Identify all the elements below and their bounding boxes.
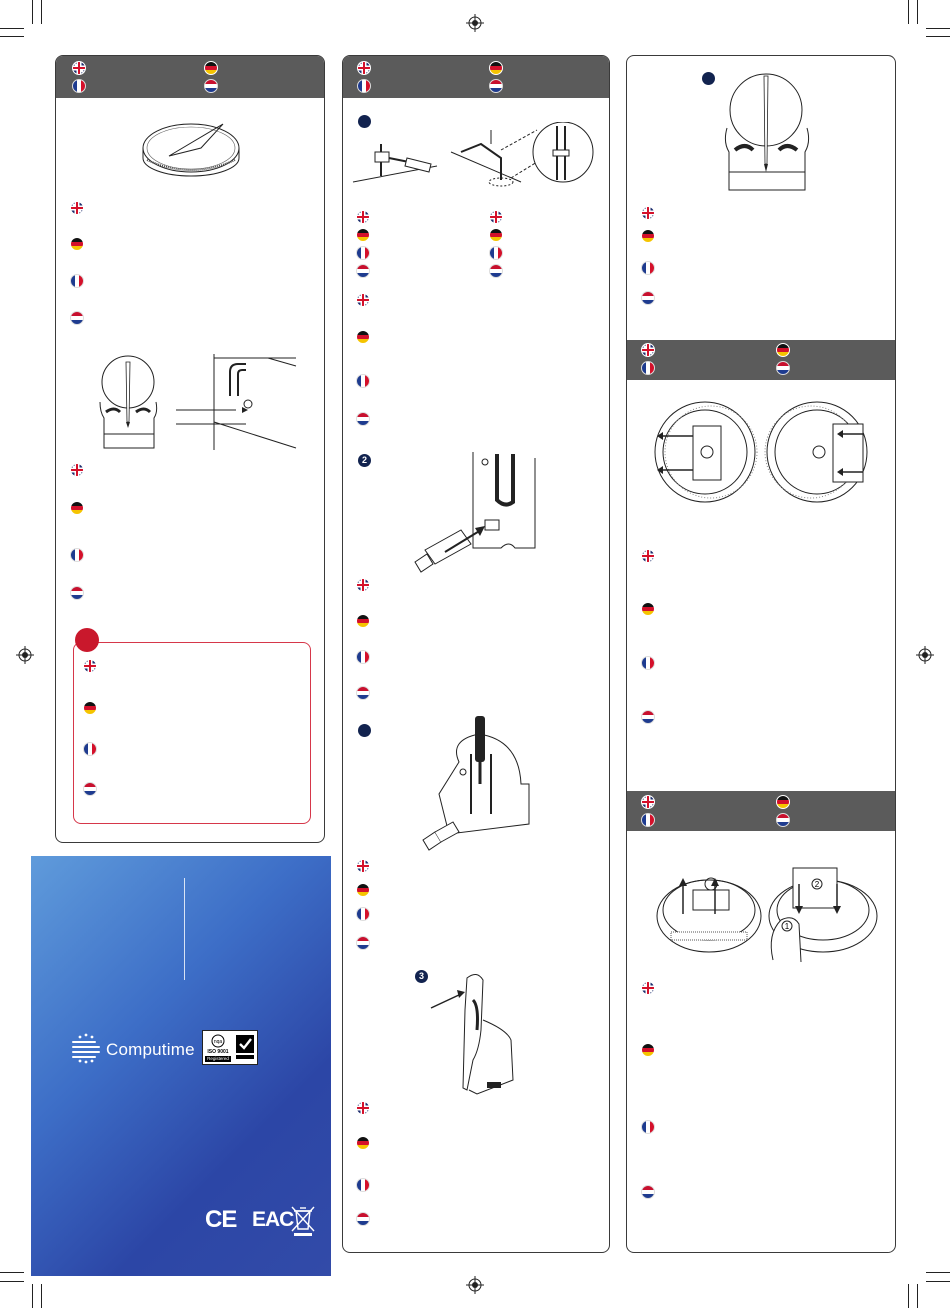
ce-mark: CE: [205, 1206, 237, 1233]
flag-en-icon: [70, 201, 84, 215]
flag-nl-icon: [204, 79, 218, 93]
flag-de-icon: [641, 229, 655, 243]
flag-fr-icon: [641, 656, 655, 670]
flag-en-icon: [70, 463, 84, 477]
bracket-clip-illustration: [427, 970, 537, 1100]
step-number: 3: [418, 971, 424, 981]
crop-mark: [0, 1272, 24, 1273]
crop-mark: [908, 1284, 909, 1308]
flag-en-icon: [489, 210, 503, 224]
registration-mark-icon: [466, 14, 484, 32]
flag-de-icon: [70, 501, 84, 515]
flag-nl-icon: [83, 782, 97, 796]
crop-mark: [32, 0, 33, 24]
flag-en-icon: [72, 61, 86, 75]
crop-mark: [917, 0, 918, 24]
eac-mark: EAC: [252, 1208, 294, 1231]
battery-insertion-illustration: [653, 864, 879, 964]
flag-de-icon: [70, 237, 84, 251]
flag-en-icon: [356, 578, 370, 592]
flag-de-icon: [489, 228, 503, 242]
flag-nl-icon: [489, 79, 503, 93]
panel-header: [56, 56, 324, 98]
flag-de-icon: [356, 883, 370, 897]
flag-nl-icon: [641, 710, 655, 724]
mounting-tools-illustration: [351, 122, 599, 190]
flag-fr-icon: [356, 1178, 370, 1192]
panel-header: [343, 56, 609, 98]
flag-fr-icon: [489, 246, 503, 260]
flag-fr-icon: [70, 274, 84, 288]
flag-de-icon: [83, 701, 97, 715]
flag-en-icon: [356, 210, 370, 224]
crop-mark: [0, 36, 24, 37]
warning-icon: [75, 628, 99, 652]
brand-name: Computime: [106, 1040, 195, 1059]
step-marker-icon: [358, 724, 371, 737]
section-header: [627, 340, 895, 380]
flag-nl-icon: [641, 1185, 655, 1199]
flag-fr-icon: [641, 361, 655, 375]
flag-nl-icon: [356, 264, 370, 278]
flag-de-icon: [776, 343, 790, 357]
flag-nl-icon: [70, 311, 84, 325]
flag-de-icon: [356, 1136, 370, 1150]
crop-mark: [926, 1272, 950, 1273]
flag-nl-icon: [356, 412, 370, 426]
flag-fr-icon: [356, 246, 370, 260]
flag-fr-icon: [641, 261, 655, 275]
flag-de-icon: [489, 61, 503, 75]
flag-en-icon: [357, 61, 371, 75]
flag-de-icon: [356, 228, 370, 242]
divider: [184, 878, 185, 980]
crop-mark: [41, 0, 42, 24]
valve-alignment-illustration: [721, 72, 811, 194]
computime-logo-icon: [70, 1032, 102, 1064]
flag-fr-icon: [72, 79, 86, 93]
flag-nl-icon: [489, 264, 503, 278]
flag-nl-icon: [70, 586, 84, 600]
flag-nl-icon: [776, 813, 790, 827]
flag-de-icon: [641, 602, 655, 616]
panel-mounting: [342, 55, 610, 1253]
certification-text: ISO 9001: [207, 1049, 229, 1055]
flag-de-icon: [356, 330, 370, 344]
crop-mark: [917, 1284, 918, 1308]
crop-mark: [908, 0, 909, 24]
crop-mark: [926, 28, 950, 29]
flag-fr-icon: [356, 374, 370, 388]
crossed-bin-icon: [290, 1205, 316, 1237]
section-header: [627, 791, 895, 831]
flag-nl-icon: [776, 361, 790, 375]
flag-de-icon: [356, 614, 370, 628]
flag-en-icon: [641, 549, 655, 563]
flag-nl-icon: [641, 291, 655, 305]
flag-fr-icon: [357, 79, 371, 93]
crop-mark: [926, 1281, 950, 1282]
flag-en-icon: [641, 981, 655, 995]
flag-de-icon: [204, 61, 218, 75]
flag-de-icon: [776, 795, 790, 809]
flag-fr-icon: [356, 650, 370, 664]
flag-fr-icon: [356, 907, 370, 921]
radiator-valve-illustration: [96, 352, 306, 452]
flag-en-icon: [641, 795, 655, 809]
flag-de-icon: [641, 1043, 655, 1057]
crop-mark: [0, 28, 24, 29]
flag-en-icon: [356, 859, 370, 873]
flag-en-icon: [641, 206, 655, 220]
usb-cable-illustration: [405, 448, 555, 578]
flag-fr-icon: [641, 1120, 655, 1134]
flag-en-icon: [356, 293, 370, 307]
battery-removal-illustration: [653, 398, 873, 508]
flag-fr-icon: [83, 742, 97, 756]
step-number: 2: [361, 455, 367, 465]
crop-mark: [0, 1281, 24, 1282]
svg-text:1: 1: [784, 922, 790, 931]
thermostat-device-illustration: [141, 118, 241, 184]
warning-box: [73, 642, 311, 824]
flag-nl-icon: [356, 686, 370, 700]
screwdriver-release-illustration: [419, 714, 539, 854]
flag-en-icon: [641, 343, 655, 357]
crop-mark: [926, 36, 950, 37]
flag-fr-icon: [641, 813, 655, 827]
flag-en-icon: [356, 1101, 370, 1115]
flag-nl-icon: [356, 1212, 370, 1226]
registration-mark-icon: [916, 646, 934, 664]
certification-subtext: Registered: [205, 1056, 231, 1062]
crop-mark: [41, 1284, 42, 1308]
step-marker-icon: [702, 72, 715, 85]
flag-fr-icon: [70, 548, 84, 562]
flag-en-icon: [83, 659, 97, 673]
flag-nl-icon: [356, 936, 370, 950]
certification-badge-icon: [202, 1030, 258, 1065]
svg-text:2: 2: [814, 880, 820, 889]
registration-mark-icon: [16, 646, 34, 664]
registration-mark-icon: [466, 1276, 484, 1294]
svg-text:nqa: nqa: [213, 1039, 223, 1045]
crop-mark: [32, 1284, 33, 1308]
panel-overview: [55, 55, 325, 843]
panel-batteries: [626, 55, 896, 1253]
